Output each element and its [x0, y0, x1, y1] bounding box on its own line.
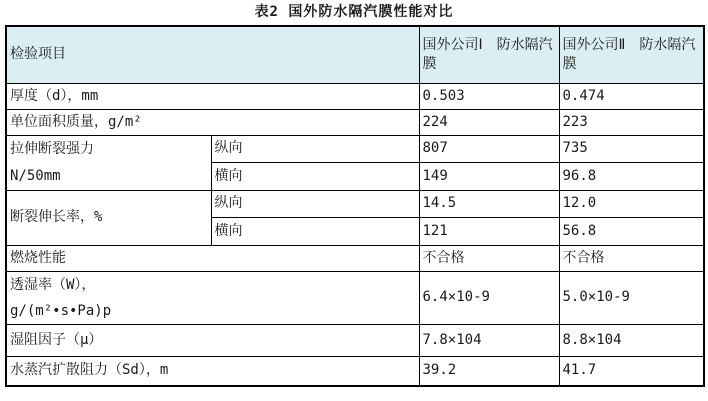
table-row-combustion	[6, 245, 704, 271]
header-cell-company1: 国外公司Ⅰ 防水隔汽膜	[419, 26, 559, 83]
combustion-label: 燃烧性能	[6, 245, 419, 271]
sd-resistance-value-company1: 39.2	[419, 356, 559, 386]
elongation-label: 断裂伸长率，%	[6, 190, 211, 245]
thickness-value-company1: 0.503	[419, 83, 559, 109]
membrane-comparison-table	[5, 25, 705, 387]
header-row	[6, 26, 704, 83]
elongation-longitudinal-value-company2: 12.0	[559, 190, 704, 217]
table-caption: 表2 国外防水隔汽膜性能对比	[254, 4, 454, 20]
table-row-wvt	[6, 271, 704, 324]
thickness-label: 厚度（d），mm	[6, 83, 419, 109]
table-row-thickness	[6, 83, 704, 109]
combustion-value-company2: 不合格	[559, 245, 704, 271]
table-row-sd-resistance	[6, 356, 704, 386]
tensile-label-line2: N/50mm	[10, 167, 61, 184]
tensile-longitudinal-value-company2: 735	[559, 135, 704, 163]
moisture-factor-value-company1: 7.8×104	[419, 324, 559, 356]
tensile-transverse-value-company2: 96.8	[559, 163, 704, 191]
tensile-longitudinal-label: 纵向	[211, 135, 419, 163]
wvt-value-company1: 6.4×10-9	[419, 271, 559, 324]
elongation-longitudinal-label: 纵向	[211, 190, 419, 217]
wvt-label-line2: g/(m²•s•Pa)p	[10, 302, 112, 319]
wvt-label-line1: 透湿率（W），	[10, 276, 96, 293]
header-cell-company2: 国外公司Ⅱ 防水隔汽膜	[559, 26, 704, 83]
tensile-longitudinal-value-company1: 807	[419, 135, 559, 163]
sd-resistance-label: 水蒸汽扩散阻力（Sd），m	[6, 356, 419, 386]
wvt-value-company2: 5.0×10-9	[559, 271, 704, 324]
combustion-value-company1: 不合格	[419, 245, 559, 271]
elongation-transverse-value-company2: 56.8	[559, 217, 704, 245]
tensile-transverse-label: 横向	[211, 163, 419, 191]
wvt-label	[6, 271, 419, 324]
table-row-tensile-longitudinal	[6, 135, 704, 163]
table-row-area-mass	[6, 109, 704, 135]
sd-resistance-value-company2: 41.7	[559, 356, 704, 386]
thickness-value-company2: 0.474	[559, 83, 704, 109]
header-cell-item: 检验项目	[6, 26, 419, 83]
elongation-longitudinal-value-company1: 14.5	[419, 190, 559, 217]
table-row-elongation-longitudinal	[6, 190, 704, 217]
tensile-label	[6, 135, 211, 190]
area-mass-value-company1: 224	[419, 109, 559, 135]
area-mass-label: 单位面积质量，g/m²	[6, 109, 419, 135]
elongation-transverse-label: 横向	[211, 217, 419, 245]
area-mass-value-company2: 223	[559, 109, 704, 135]
moisture-factor-value-company2: 8.8×104	[559, 324, 704, 356]
table-row-moisture-factor	[6, 324, 704, 356]
tensile-transverse-value-company1: 149	[419, 163, 559, 191]
moisture-factor-label: 湿阻因子（μ）	[6, 324, 419, 356]
elongation-transverse-value-company1: 121	[419, 217, 559, 245]
tensile-label-line1: 拉伸断裂强力	[10, 140, 94, 157]
